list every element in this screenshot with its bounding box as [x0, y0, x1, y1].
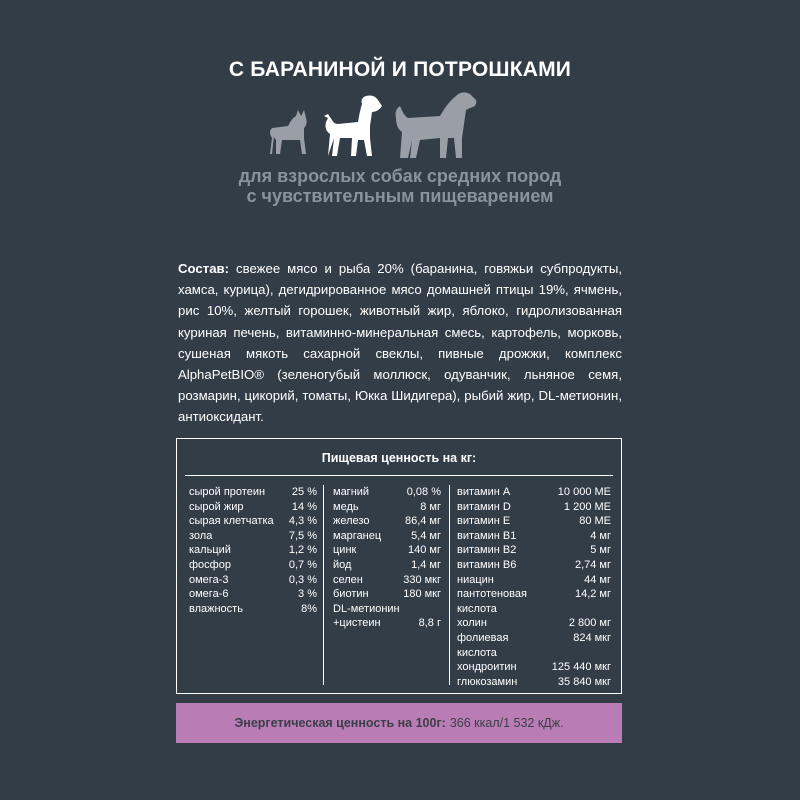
- nutrient-name: ниацин: [457, 573, 494, 586]
- nutrition-row: [333, 514, 441, 529]
- nutrition-row: [457, 660, 611, 675]
- nutrition-row: [333, 485, 441, 500]
- nutrition-row: [333, 543, 441, 558]
- small-dog-icon: [270, 110, 307, 154]
- nutrient-name: сырой жир: [189, 500, 244, 513]
- nutrient-name: кислота: [457, 646, 497, 659]
- nutrient-name: марганец: [333, 529, 382, 542]
- nutrition-column-macros: [189, 485, 317, 616]
- nutrient-value: 2,74 мг: [574, 558, 611, 571]
- nutrition-row: [189, 514, 317, 529]
- nutrient-name: кальций: [189, 544, 231, 557]
- nutrition-row: [189, 543, 317, 558]
- nutrient-name: селен: [333, 573, 363, 586]
- nutrition-row: [333, 529, 441, 544]
- nutrient-value: 10 000 МЕ: [557, 486, 611, 498]
- nutrition-row: [457, 500, 611, 515]
- nutrient-value: 35 840 мкг: [557, 675, 611, 688]
- nutrition-table: [176, 438, 622, 694]
- nutrient-value: 25 %: [291, 486, 317, 498]
- nutrient-name: кислота: [457, 602, 497, 615]
- nutrient-name: пантотеновая: [457, 588, 527, 601]
- nutrition-column-vitamins: [457, 485, 611, 689]
- nutrient-name: витамин В6: [457, 558, 517, 571]
- nutrient-value: 824 мкг: [573, 631, 611, 644]
- nutrition-title: Пищевая ценность на кг:: [321, 451, 477, 465]
- nutrient-value: 1,4 мг: [411, 558, 441, 571]
- nutrient-name: витамин Е: [457, 515, 511, 528]
- nutrient-value: 330 мкг: [403, 573, 441, 586]
- energy-label: Энергетическая ценность на 100г:: [234, 716, 446, 730]
- nutrient-value: 0,7 %: [288, 558, 317, 571]
- nutrient-value: 0,3 %: [288, 573, 317, 586]
- nutrition-column-minerals: [333, 485, 441, 631]
- nutrient-value: 2 800 мг: [568, 617, 611, 630]
- nutrient-name: сырой протеин: [189, 486, 266, 498]
- nutrition-row: [189, 558, 317, 573]
- nutrient-name: витамин В1: [457, 529, 517, 542]
- nutrition-row: [457, 514, 611, 529]
- nutrient-value: 1,2 %: [288, 544, 317, 557]
- nutrient-name: глюкозамин: [457, 675, 518, 688]
- nutrient-name: биотин: [333, 588, 369, 601]
- large-dog-icon: [396, 92, 477, 158]
- nutrient-value: 180 мкг: [403, 588, 441, 601]
- nutrient-name: медь: [333, 500, 359, 513]
- nutrient-value: 8 мг: [420, 500, 441, 513]
- composition-text: [178, 258, 622, 428]
- column-divider-1: [323, 485, 324, 685]
- subtitle-line-2: с чувствительным пищеварением: [246, 186, 554, 206]
- nutrient-value: 5,4 мг: [411, 529, 441, 542]
- energy-value: 366 ккал/1 532 кДж.: [449, 716, 564, 730]
- subtitle: [0, 166, 800, 206]
- nutrient-name: витамин А: [457, 486, 511, 498]
- nutrient-value: 14,2 мг: [574, 588, 611, 601]
- nutrition-row: [333, 500, 441, 515]
- nutrient-value: 8%: [301, 602, 317, 615]
- nutrition-row: [457, 587, 611, 602]
- nutrient-value: 1 200 МЕ: [563, 500, 611, 513]
- nutrition-divider: [185, 475, 613, 476]
- nutrient-name: хондроитин: [457, 661, 517, 674]
- nutrient-value: 140 мг: [408, 544, 441, 557]
- nutrition-row: [189, 485, 317, 500]
- nutrient-name: фолиевая: [457, 631, 509, 644]
- composition-label: Состав:: [178, 261, 230, 276]
- medium-dog-icon: [324, 96, 382, 157]
- nutrient-value: 80 МЕ: [579, 515, 611, 528]
- nutrition-row: [189, 529, 317, 544]
- nutrient-value: 125 440 мкг: [551, 661, 611, 674]
- nutrient-value: 3 %: [298, 588, 317, 601]
- column-divider-2: [449, 485, 450, 685]
- nutrient-name: фосфор: [189, 558, 231, 571]
- nutrition-row: [333, 616, 441, 631]
- nutrition-row: [457, 529, 611, 544]
- nutrition-row: [457, 631, 611, 646]
- nutrient-name: сырая клетчатка: [189, 515, 274, 528]
- nutrient-name: зола: [189, 529, 213, 542]
- nutrition-row: [189, 573, 317, 588]
- nutrient-value: 7,5 %: [288, 529, 317, 542]
- nutrient-value: 14 %: [291, 500, 317, 513]
- nutrition-row: [189, 587, 317, 602]
- nutrient-name: витамин В2: [457, 544, 517, 557]
- nutrient-name: йод: [333, 558, 352, 571]
- nutrition-row: [189, 602, 317, 617]
- nutrient-value: 8,8 г: [418, 617, 441, 630]
- nutrition-row: [457, 602, 611, 617]
- nutrition-row: [457, 558, 611, 573]
- nutrient-name: магний: [333, 486, 370, 498]
- nutrient-value: 4,3 %: [288, 515, 317, 528]
- nutrition-row: [457, 573, 611, 588]
- nutrition-row: [189, 500, 317, 515]
- nutrition-row: [333, 573, 441, 588]
- nutrient-name: железо: [333, 515, 370, 528]
- nutrition-row: [333, 587, 441, 602]
- nutrient-name: омега-6: [189, 588, 229, 601]
- nutrition-row: [457, 616, 611, 631]
- nutrient-value: 4 мг: [590, 529, 611, 542]
- nutrient-name: цинк: [333, 544, 357, 557]
- nutrient-name: омега-3: [189, 573, 229, 586]
- nutrient-value: 86,4 мг: [404, 515, 441, 528]
- nutrition-row: [333, 602, 441, 617]
- nutrient-value: 44 мг: [584, 573, 611, 586]
- nutrient-name: DL-метионин: [333, 602, 400, 615]
- energy-bar: [176, 703, 622, 743]
- nutrition-row: [457, 675, 611, 690]
- nutrition-row: [333, 558, 441, 573]
- nutrient-name: +цистеин: [333, 617, 381, 630]
- composition-body: свежее мясо и рыба 20% (баранина, говяжьи субпродукты, хамса, курица), дегидрированное мясо домашней птицы 19%, ячмень, рис 10%, желтый горошек, животный жир, яблоко, гидролизованная куриная печень, витаминно-минеральная смесь, картофель, морковь, сушеная мякоть сахарной свеклы, пивные дрожжи, комплекс AlphaPetBIO® (зеленогубый моллюск, одуванчик, льняное семя, розмарин, цикорий, томаты, Юкка Шидигера), рыбий жир, DL-метионин, антиоксидант.: [178, 261, 622, 425]
- nutrition-row: [457, 543, 611, 558]
- dog-size-icons: [262, 88, 482, 160]
- nutrition-row: [457, 646, 611, 661]
- nutrient-value: 0,08 %: [406, 486, 441, 498]
- nutrient-name: холин: [457, 617, 487, 630]
- nutrient-name: влажность: [189, 602, 243, 615]
- nutrition-row: [457, 485, 611, 500]
- nutrient-name: витамин D: [457, 500, 511, 513]
- nutrient-value: 5 мг: [590, 544, 611, 557]
- subtitle-line-1: для взрослых собак средних пород: [238, 166, 562, 186]
- product-title: С БАРАНИНОЙ И ПОТРОШКАМИ: [228, 58, 572, 81]
